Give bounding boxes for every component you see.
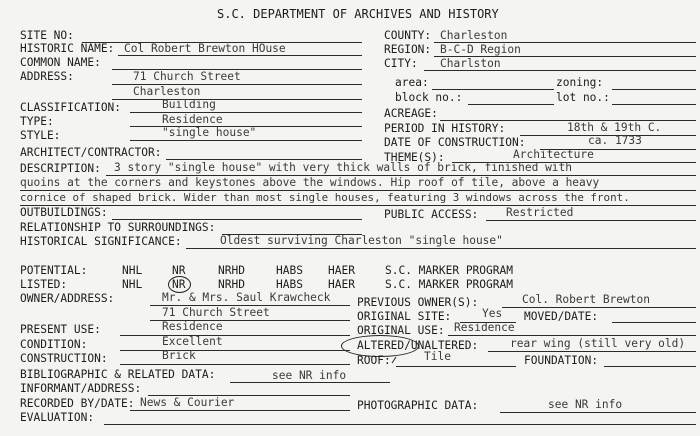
city-value: Charlston — [440, 57, 501, 70]
region-label: REGION: — [384, 43, 432, 56]
listed-habs: HABS — [276, 278, 303, 291]
lot-no-line — [612, 104, 696, 105]
region-value: B-C-D Region — [440, 43, 521, 56]
zoning-label: zoning: — [556, 76, 604, 89]
listed-marker: S.C. MARKER PROGRAM — [385, 278, 513, 291]
historical-significance-line — [186, 248, 696, 249]
owner-line2-value: 71 Church Street — [162, 306, 270, 319]
address-label: ADDRESS: — [20, 70, 74, 83]
condition-line — [120, 350, 350, 351]
potential-label: POTENTIAL: — [20, 264, 88, 277]
previous-owner-value: Col. Robert Brewton — [522, 293, 650, 306]
photographic-label: PHOTOGRAPHIC DATA: — [357, 399, 479, 412]
block-no-line — [468, 104, 554, 105]
original-use-value: Residence — [454, 321, 515, 334]
site-no-label: SITE NO: — [20, 29, 74, 42]
present-use-label: PRESENT USE: — [20, 323, 101, 336]
bibliographic-line — [230, 382, 390, 383]
historic-name-line — [118, 55, 362, 56]
condition-value: Excellent — [162, 335, 223, 348]
potential-haer: HAER — [328, 264, 355, 277]
zoning-line — [612, 89, 696, 90]
bibliographic-label: BIBLIOGRAPHIC & RELATED DATA: — [20, 368, 216, 381]
construction-line — [120, 364, 350, 365]
listed-nrhd: NRHD — [218, 278, 245, 291]
county-label: COUNTY: — [384, 29, 432, 42]
original-use-line — [448, 335, 696, 336]
relationship-label: RELATIONSHIP TO SURROUNDINGS: — [20, 221, 216, 234]
original-site-label: ORIGINAL SITE: — [357, 310, 452, 323]
previous-owner-label: PREVIOUS OWNER(S): — [357, 296, 479, 309]
previous-owner-line — [502, 307, 696, 308]
description-rule3 — [20, 205, 696, 206]
block-no-label: block no.: — [395, 91, 463, 104]
architect-line — [166, 159, 362, 160]
style-label: STYLE: — [20, 129, 61, 142]
original-use-label: ORIGINAL USE: — [357, 324, 445, 337]
evaluation-label: EVALUATION: — [20, 411, 95, 424]
roof-line — [396, 366, 516, 367]
photographic-value: see NR info — [548, 398, 623, 411]
description-line2: quoins at the corners and keystones above the windows. Hip roof of tile, above a heavy — [20, 176, 600, 189]
informant-label: INFORMANT/ADDRESS: — [20, 382, 142, 395]
altered-line — [488, 351, 696, 352]
style-line — [130, 140, 362, 141]
themes-value: Architecture — [513, 148, 594, 161]
listed-haer: HAER — [328, 278, 355, 291]
description-line1: 3 story "single house" with very thick walls of brick, finished with — [114, 161, 573, 174]
recorded-by-line — [130, 410, 350, 411]
roof-tick-mark — [392, 357, 396, 363]
original-site-value: Yes — [482, 307, 503, 320]
present-use-value: Residence — [162, 320, 223, 333]
altered-value: rear wing (still very old) — [510, 337, 686, 350]
date-construction-value: ca. 1733 — [588, 134, 642, 147]
type-label: TYPE: — [20, 115, 54, 128]
evaluation-line — [104, 424, 696, 425]
themes-label: THEME(S): — [384, 151, 445, 164]
outbuildings-line — [112, 219, 362, 220]
construction-value: Brick — [162, 349, 196, 362]
historic-name-value: Col Robert Brewton HOuse — [124, 42, 286, 55]
period-value: 18th & 19th C. — [567, 121, 662, 134]
potential-habs: HABS — [276, 264, 303, 277]
recorded-by-label: RECORDED BY/DATE: — [20, 397, 135, 410]
area-label: area: — [395, 76, 429, 89]
construction-label: CONSTRUCTION: — [20, 352, 108, 365]
roof-value: Tile — [424, 350, 451, 363]
date-construction-label: DATE OF CONSTRUCTION: — [384, 136, 526, 149]
city-label: CITY: — [384, 57, 418, 70]
potential-nrhd: NRHD — [218, 264, 245, 277]
historical-significance-value: Oldest surviving Charleston "single house" — [220, 234, 503, 247]
altered-label: ALTERED/UNALTERED: — [357, 339, 479, 352]
recorded-by-value: News & Courier — [140, 396, 235, 409]
acreage-label: ACREAGE: — [384, 107, 438, 120]
classification-value: Building — [162, 98, 216, 111]
roof-label: ROOF: — [357, 354, 391, 367]
bibliographic-value: see NR info — [272, 369, 347, 382]
outbuildings-label: OUTBUILDINGS: — [20, 206, 108, 219]
moved-date-line — [612, 322, 696, 323]
potential-nhl: NHL — [122, 264, 143, 277]
public-access-value: Restricted — [506, 206, 574, 219]
historic-name-label: HISTORIC NAME: — [20, 42, 115, 55]
lot-no-label: lot no.: — [556, 91, 610, 104]
listed-nr: NR — [172, 278, 186, 291]
address-line1-value: 71 Church Street — [133, 70, 241, 83]
area-line — [432, 89, 554, 90]
form-title: S.C. DEPARTMENT OF ARCHIVES AND HISTORY — [217, 7, 499, 21]
potential-marker: S.C. MARKER PROGRAM — [385, 264, 513, 277]
foundation-label: FOUNDATION: — [524, 354, 599, 367]
style-value: "single house" — [162, 126, 257, 139]
condition-label: CONDITION: — [20, 338, 88, 351]
classification-label: CLASSIFICATION: — [20, 101, 122, 114]
description-line3: cornice of shaped brick. Wider than most single houses, featuring 3 windows across the front. — [20, 191, 630, 204]
description-label: DESCRIPTION: — [20, 162, 101, 175]
type-value: Residence — [162, 113, 223, 126]
photographic-line — [500, 412, 696, 413]
common-name-label: COMMON NAME: — [20, 56, 101, 69]
county-value: Charleston — [440, 29, 508, 42]
architect-label: ARCHITECT/CONTRACTOR: — [20, 146, 162, 159]
owner-address-label: OWNER/ADDRESS: — [20, 292, 115, 305]
owner-line1-value: Mr. & Mrs. Saul Krawcheck — [162, 291, 331, 304]
historical-significance-label: HISTORICAL SIGNIFICANCE: — [20, 235, 182, 248]
address-line2-rule — [112, 99, 362, 100]
public-access-label: PUBLIC ACCESS: — [384, 208, 479, 221]
public-access-line — [486, 220, 696, 221]
present-use-line — [120, 335, 350, 336]
foundation-line — [604, 366, 696, 367]
listed-nhl: NHL — [122, 278, 143, 291]
address-line2-value: Charleston — [133, 85, 201, 98]
potential-nr: NR — [172, 264, 186, 277]
moved-date-label: MOVED/DATE: — [524, 310, 599, 323]
city-line — [424, 70, 696, 71]
period-label: PERIOD IN HISTORY: — [384, 122, 506, 135]
listed-label: LISTED: — [20, 278, 68, 291]
